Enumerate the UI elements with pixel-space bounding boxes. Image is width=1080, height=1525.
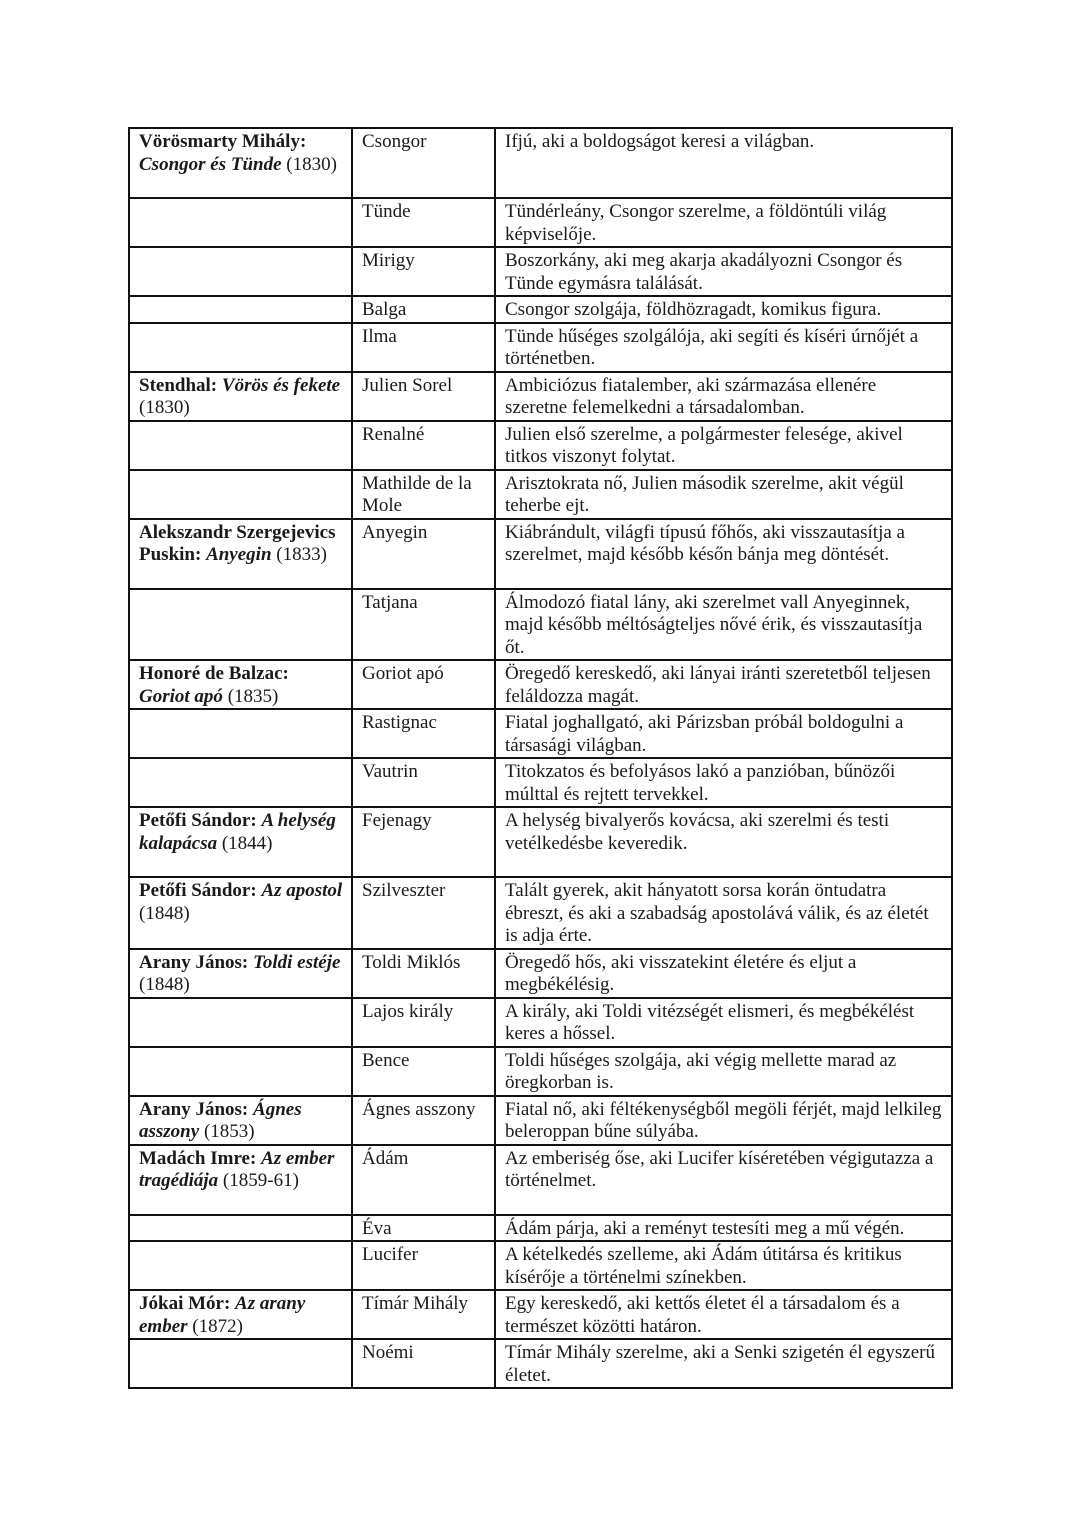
character-name: Tünde	[352, 198, 495, 247]
work-cell	[129, 1047, 352, 1096]
character-description: Álmodozó fiatal lány, aki szerelmet vall Anyeginnek, majd később méltóságteljes nővé érik, és visszautasítja őt.	[495, 589, 952, 661]
work-year: (1859-61)	[222, 1170, 299, 1191]
work-year: (1830)	[139, 397, 190, 418]
work-cell	[129, 660, 352, 709]
work-year: (1830)	[286, 153, 337, 175]
table-row	[129, 998, 952, 1047]
author-name: Honoré de Balzac:	[139, 663, 289, 684]
character-description: Csongor szolgája, földhözragadt, komikus figura.	[495, 296, 952, 323]
work-year: (1853)	[203, 1121, 255, 1142]
author-name: Vörösmarty Mihály:	[139, 131, 307, 152]
author-name: Stendhal:	[139, 374, 218, 396]
character-name: Bence	[352, 1047, 495, 1096]
character-name: Julien Sorel	[352, 372, 495, 421]
work-cell	[129, 198, 352, 247]
character-name: Ágnes asszony	[352, 1096, 495, 1145]
work-cell	[129, 296, 352, 323]
character-name: Mathilde de la Mole	[352, 470, 495, 519]
character-description: A király, aki Toldi vitézségét elismeri, és megbékélést keres a hőssel.	[495, 998, 952, 1047]
work-cell	[129, 758, 352, 807]
table-row	[129, 660, 952, 709]
work-cell	[129, 421, 352, 470]
table-row	[129, 421, 952, 470]
character-description: Tündérleány, Csongor szerelme, a földöntúli világ képviselője.	[495, 198, 952, 247]
table-row	[129, 589, 952, 661]
table-row	[129, 372, 952, 421]
author-name: Arany János:	[139, 951, 249, 973]
table-row	[129, 198, 952, 247]
table-row	[129, 709, 952, 758]
work-title: A helység kalapácsa	[139, 810, 336, 854]
character-name: Tímár Mihály	[352, 1290, 495, 1339]
character-description: Ádám párja, aki a reményt testesíti meg a mű végén.	[495, 1215, 952, 1242]
work-cell	[129, 1339, 352, 1388]
character-name: Éva	[352, 1215, 495, 1242]
character-description: A kételkedés szelleme, aki Ádám útitársa és kritikus kísérője a történelmi színekben.	[495, 1241, 952, 1290]
work-cell	[129, 519, 352, 589]
character-name: Vautrin	[352, 758, 495, 807]
character-description: Talált gyerek, akit hányatott sorsa korán öntudatra ébreszt, és aki a szabadság apostolává válik, és az életét is adja érte.	[495, 877, 952, 949]
character-name: Rastignac	[352, 709, 495, 758]
work-cell	[129, 128, 352, 198]
character-name: Toldi Miklós	[352, 949, 495, 998]
work-cell	[129, 1290, 352, 1339]
table-row	[129, 1215, 952, 1242]
author-name: Petőfi Sándor:	[139, 810, 257, 831]
character-description: Kiábrándult, világfi típusú főhős, aki visszautasítja a szerelmet, majd később későn bánja meg döntését.	[495, 519, 952, 589]
work-title: Anyegin	[206, 544, 272, 565]
author-name: Jókai Mór:	[139, 1293, 231, 1314]
author-name: Petőfi Sándor:	[139, 880, 257, 901]
author-name: Alekszandr Szergejevics Puskin:	[139, 521, 336, 565]
character-description: Fiatal nő, aki féltékenységből megöli férjét, majd lelkileg beleroppan bűne súlyába.	[495, 1096, 952, 1145]
character-name: Ilma	[352, 323, 495, 372]
character-name: Noémi	[352, 1339, 495, 1388]
character-description: Arisztokrata nő, Julien második szerelme, akit végül teherbe ejt.	[495, 470, 952, 519]
character-description: Tünde hűséges szolgálója, aki segíti és kíséri úrnőjét a történetben.	[495, 323, 952, 372]
author-name: Arany János:	[139, 1098, 249, 1120]
table-row	[129, 247, 952, 296]
work-title: Az apostol	[261, 880, 343, 901]
work-cell	[129, 247, 352, 296]
work-year: (1872)	[192, 1315, 243, 1337]
work-cell	[129, 1096, 352, 1145]
work-title: Toldi estéje	[253, 951, 341, 973]
table-row	[129, 296, 952, 323]
character-description: Titokzatos és befolyásos lakó a panzióban, bűnözői múlttal és rejtett tervekkel.	[495, 758, 952, 807]
table-row	[129, 519, 952, 589]
character-description: Öregedő hős, aki visszatekint életére és eljut a megbékélésig.	[495, 949, 952, 998]
character-name: Ádám	[352, 1145, 495, 1215]
work-year: (1844)	[221, 832, 273, 854]
character-name: Fejenagy	[352, 807, 495, 877]
table-row	[129, 1145, 952, 1215]
work-cell	[129, 323, 352, 372]
character-description: Ambiciózus fiatalember, aki származása ellenére szeretne felemelkedni a társadalomban.	[495, 372, 952, 421]
table-row	[129, 1241, 952, 1290]
work-cell	[129, 1215, 352, 1242]
character-name: Csongor	[352, 128, 495, 198]
work-year: (1848)	[139, 974, 190, 995]
table-row	[129, 949, 952, 998]
table-row	[129, 877, 952, 949]
work-title: Goriot apó	[139, 685, 223, 707]
character-description: A helység bivalyerős kovácsa, aki szerelmi és testi vetélkedésbe keveredik.	[495, 807, 952, 877]
work-year: (1835)	[227, 685, 279, 707]
work-cell	[129, 589, 352, 661]
work-cell	[129, 372, 352, 421]
character-description: Fiatal joghallgató, aki Párizsban próbál boldogulni a társasági világban.	[495, 709, 952, 758]
character-name: Mirigy	[352, 247, 495, 296]
table-row	[129, 1339, 952, 1388]
character-description: Az emberiség őse, aki Lucifer kíséretében végigutazza a történelmet.	[495, 1145, 952, 1215]
character-name: Anyegin	[352, 519, 495, 589]
work-year: (1848)	[139, 902, 190, 924]
character-description: Toldi hűséges szolgája, aki végig mellette marad az öregkorban is.	[495, 1047, 952, 1096]
characters-table	[128, 127, 953, 1389]
table-row	[129, 470, 952, 519]
work-year: (1833)	[276, 544, 327, 565]
character-name: Szilveszter	[352, 877, 495, 949]
work-cell	[129, 1145, 352, 1215]
character-name: Tatjana	[352, 589, 495, 661]
character-name: Lucifer	[352, 1241, 495, 1290]
work-cell	[129, 470, 352, 519]
work-cell	[129, 709, 352, 758]
table-row	[129, 323, 952, 372]
character-name: Balga	[352, 296, 495, 323]
work-cell	[129, 807, 352, 877]
table-row	[129, 1290, 952, 1339]
work-cell	[129, 1241, 352, 1290]
table-row	[129, 807, 952, 877]
character-name: Renalné	[352, 421, 495, 470]
character-name: Goriot apó	[352, 660, 495, 709]
table-row	[129, 128, 952, 198]
character-description: Tímár Mihály szerelme, aki a Senki szigetén él egyszerű életet.	[495, 1339, 952, 1388]
table-row	[129, 758, 952, 807]
work-title: Az ember tragédiája	[139, 1147, 335, 1191]
work-cell	[129, 949, 352, 998]
work-title: Ágnes asszony	[139, 1098, 302, 1142]
character-description: Egy kereskedő, aki kettős életet él a társadalom és a természet közötti határon.	[495, 1290, 952, 1339]
character-description: Ifjú, aki a boldogságot keresi a világban.	[495, 128, 952, 198]
character-description: Julien első szerelme, a polgármester felesége, akivel titkos viszonyt folytat.	[495, 421, 952, 470]
characters-table-body	[129, 128, 952, 1388]
table-row	[129, 1047, 952, 1096]
character-name: Lajos király	[352, 998, 495, 1047]
work-title: Csongor és Tünde	[139, 153, 282, 175]
work-cell	[129, 877, 352, 949]
work-title: Vörös és fekete	[221, 374, 341, 396]
work-cell	[129, 998, 352, 1047]
character-description: Boszorkány, aki meg akarja akadályozni Csongor és Tünde egymásra találását.	[495, 247, 952, 296]
author-name: Madách Imre:	[139, 1147, 257, 1169]
character-description: Öregedő kereskedő, aki lányai iránti szeretetből teljesen feláldozza magát.	[495, 660, 952, 709]
table-row	[129, 1096, 952, 1145]
work-title: Az arany ember	[139, 1293, 306, 1337]
